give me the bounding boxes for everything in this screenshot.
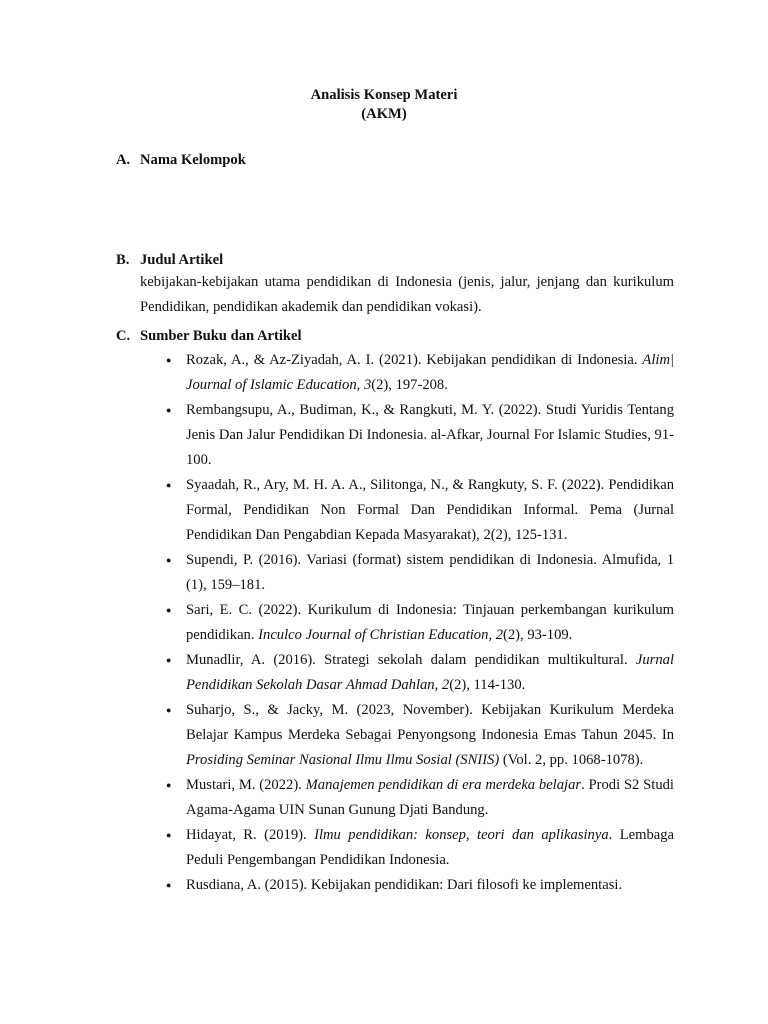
reference-list [166, 348, 674, 898]
reference-text: (2), 197-208. [371, 377, 448, 393]
reference-text: Munadlir, A. (2016). Strategi sekolah dalam pendidikan multikultural. [186, 652, 636, 668]
bullet-icon: ● [166, 555, 172, 565]
reference-italic-text: 2 [495, 627, 503, 643]
reference-item [166, 823, 674, 873]
bullet-icon: ● [166, 780, 172, 790]
reference-text: Rusdiana, A. (2015). Kebijakan pendidikan: Dari filosofi ke implementasi. [186, 877, 623, 893]
section-b-title: Judul Artikel [140, 252, 224, 268]
reference-text: (2), 93-109. [503, 627, 573, 643]
reference-italic-text: Manajemen pendidikan di era merdeka belajar [305, 777, 582, 793]
reference-italic-text: Inculco Journal of Christian Education [258, 627, 489, 643]
section-b-letter: B. [116, 252, 130, 268]
reference-text: , [434, 677, 442, 693]
bullet-icon: ● [166, 480, 172, 490]
reference-item [166, 348, 674, 398]
bullet-icon: ● [166, 880, 172, 890]
reference-item [166, 598, 674, 648]
bullet-icon: ● [166, 355, 172, 365]
reference-italic-text: Jurnal Pendidikan Sekolah Dasar Ahmad Dahlan [186, 652, 674, 693]
reference-text: Sari, E. C. (2022). Kurikulum di Indonesia: Tinjauan perkembangan kurikulum pendidikan. [186, 602, 674, 643]
bullet-icon: ● [166, 405, 172, 415]
reference-text: , [488, 627, 496, 643]
reference-item [166, 873, 674, 898]
reference-text: Rembangsupu, A., Budiman, K., & Rangkuti, M. Y. (2022). Studi Yuridis Tentang Jenis Dan Jalur Pendidikan Di Indonesia. al-Afkar, Journal For Islamic Studies, 91-100. [186, 402, 674, 468]
reference-italic-text: Prosiding Seminar Nasional Ilmu Ilmu Sosial (SNIIS) [186, 752, 500, 768]
section-c-heading [116, 326, 302, 346]
document-title [0, 86, 768, 124]
reference-item [166, 473, 674, 548]
reference-text: Syaadah, R., Ary, M. H. A. A., Silitonga, N., & Rangkuty, S. F. (2022). Pendidikan Formal, Pendidikan Non Formal Dan Pendidikan Informal. Pema (Jurnal Pendidikan Dan Pengabdian Kepada Masyarakat), 2(2), 125-131. [186, 477, 674, 543]
bullet-icon: ● [166, 605, 172, 615]
reference-text: , [356, 377, 364, 393]
reference-text: Rozak, A., & Az-Ziyadah, A. I. (2021). Kebijakan pendidikan di Indonesia. [186, 352, 643, 368]
reference-italic-text: Ilmu pendidikan: konsep, teori dan aplikasinya [314, 827, 609, 843]
reference-italic-text: 2 [441, 677, 450, 693]
reference-italic-text: Alim| Journal of Islamic Education [186, 352, 674, 393]
section-c-title: Sumber Buku dan Artikel [140, 328, 302, 344]
reference-item [166, 698, 674, 773]
section-a-heading [116, 150, 246, 170]
reference-item [166, 773, 674, 823]
reference-text: . Prodi S2 Studi Agama-Agama UIN Sunan Gunung Djati Bandung. [186, 777, 674, 818]
title-line-1: Analisis Konsep Materi [310, 87, 458, 103]
reference-text: Hidayat, R. (2019). [186, 827, 315, 843]
reference-item [166, 398, 674, 473]
reference-text: Supendi, P. (2016). Variasi (format) sistem pendidikan di Indonesia. Almufida, 1 (1), 159–181. [186, 552, 674, 593]
section-a-title: Nama Kelompok [140, 152, 246, 168]
reference-text: Suharjo, S., & Jacky, M. (2023, November). Kebijakan Kurikulum Merdeka Belajar Kampus Merdeka Sebagai Penyongsong Indonesia Emas Tahun 2045. In [186, 702, 674, 743]
section-b-text: kebijakan-kebijakan utama pendidikan di Indonesia (jenis, jalur, jenjang dan kurikulum Pendidikan, pendidikan akademik dan pendidikan vokasi). [140, 274, 674, 315]
reference-text: (2), 114-130. [449, 677, 526, 693]
title-line-2: (AKM) [361, 106, 407, 122]
reference-italic-text: 3 [363, 377, 372, 393]
reference-item [166, 648, 674, 698]
section-b-heading [116, 250, 223, 270]
reference-text: . Lembaga Peduli Pengembangan Pendidikan Indonesia. [186, 827, 674, 868]
section-a-letter: A. [116, 152, 131, 168]
reference-text: Mustari, M. (2022). [186, 777, 306, 793]
bullet-icon: ● [166, 655, 172, 665]
reference-item [166, 548, 674, 598]
bullet-icon: ● [166, 705, 172, 715]
reference-text: (Vol. 2, pp. 1068-1078). [499, 752, 644, 768]
section-c-letter: C. [116, 328, 131, 344]
bullet-icon: ● [166, 830, 172, 840]
